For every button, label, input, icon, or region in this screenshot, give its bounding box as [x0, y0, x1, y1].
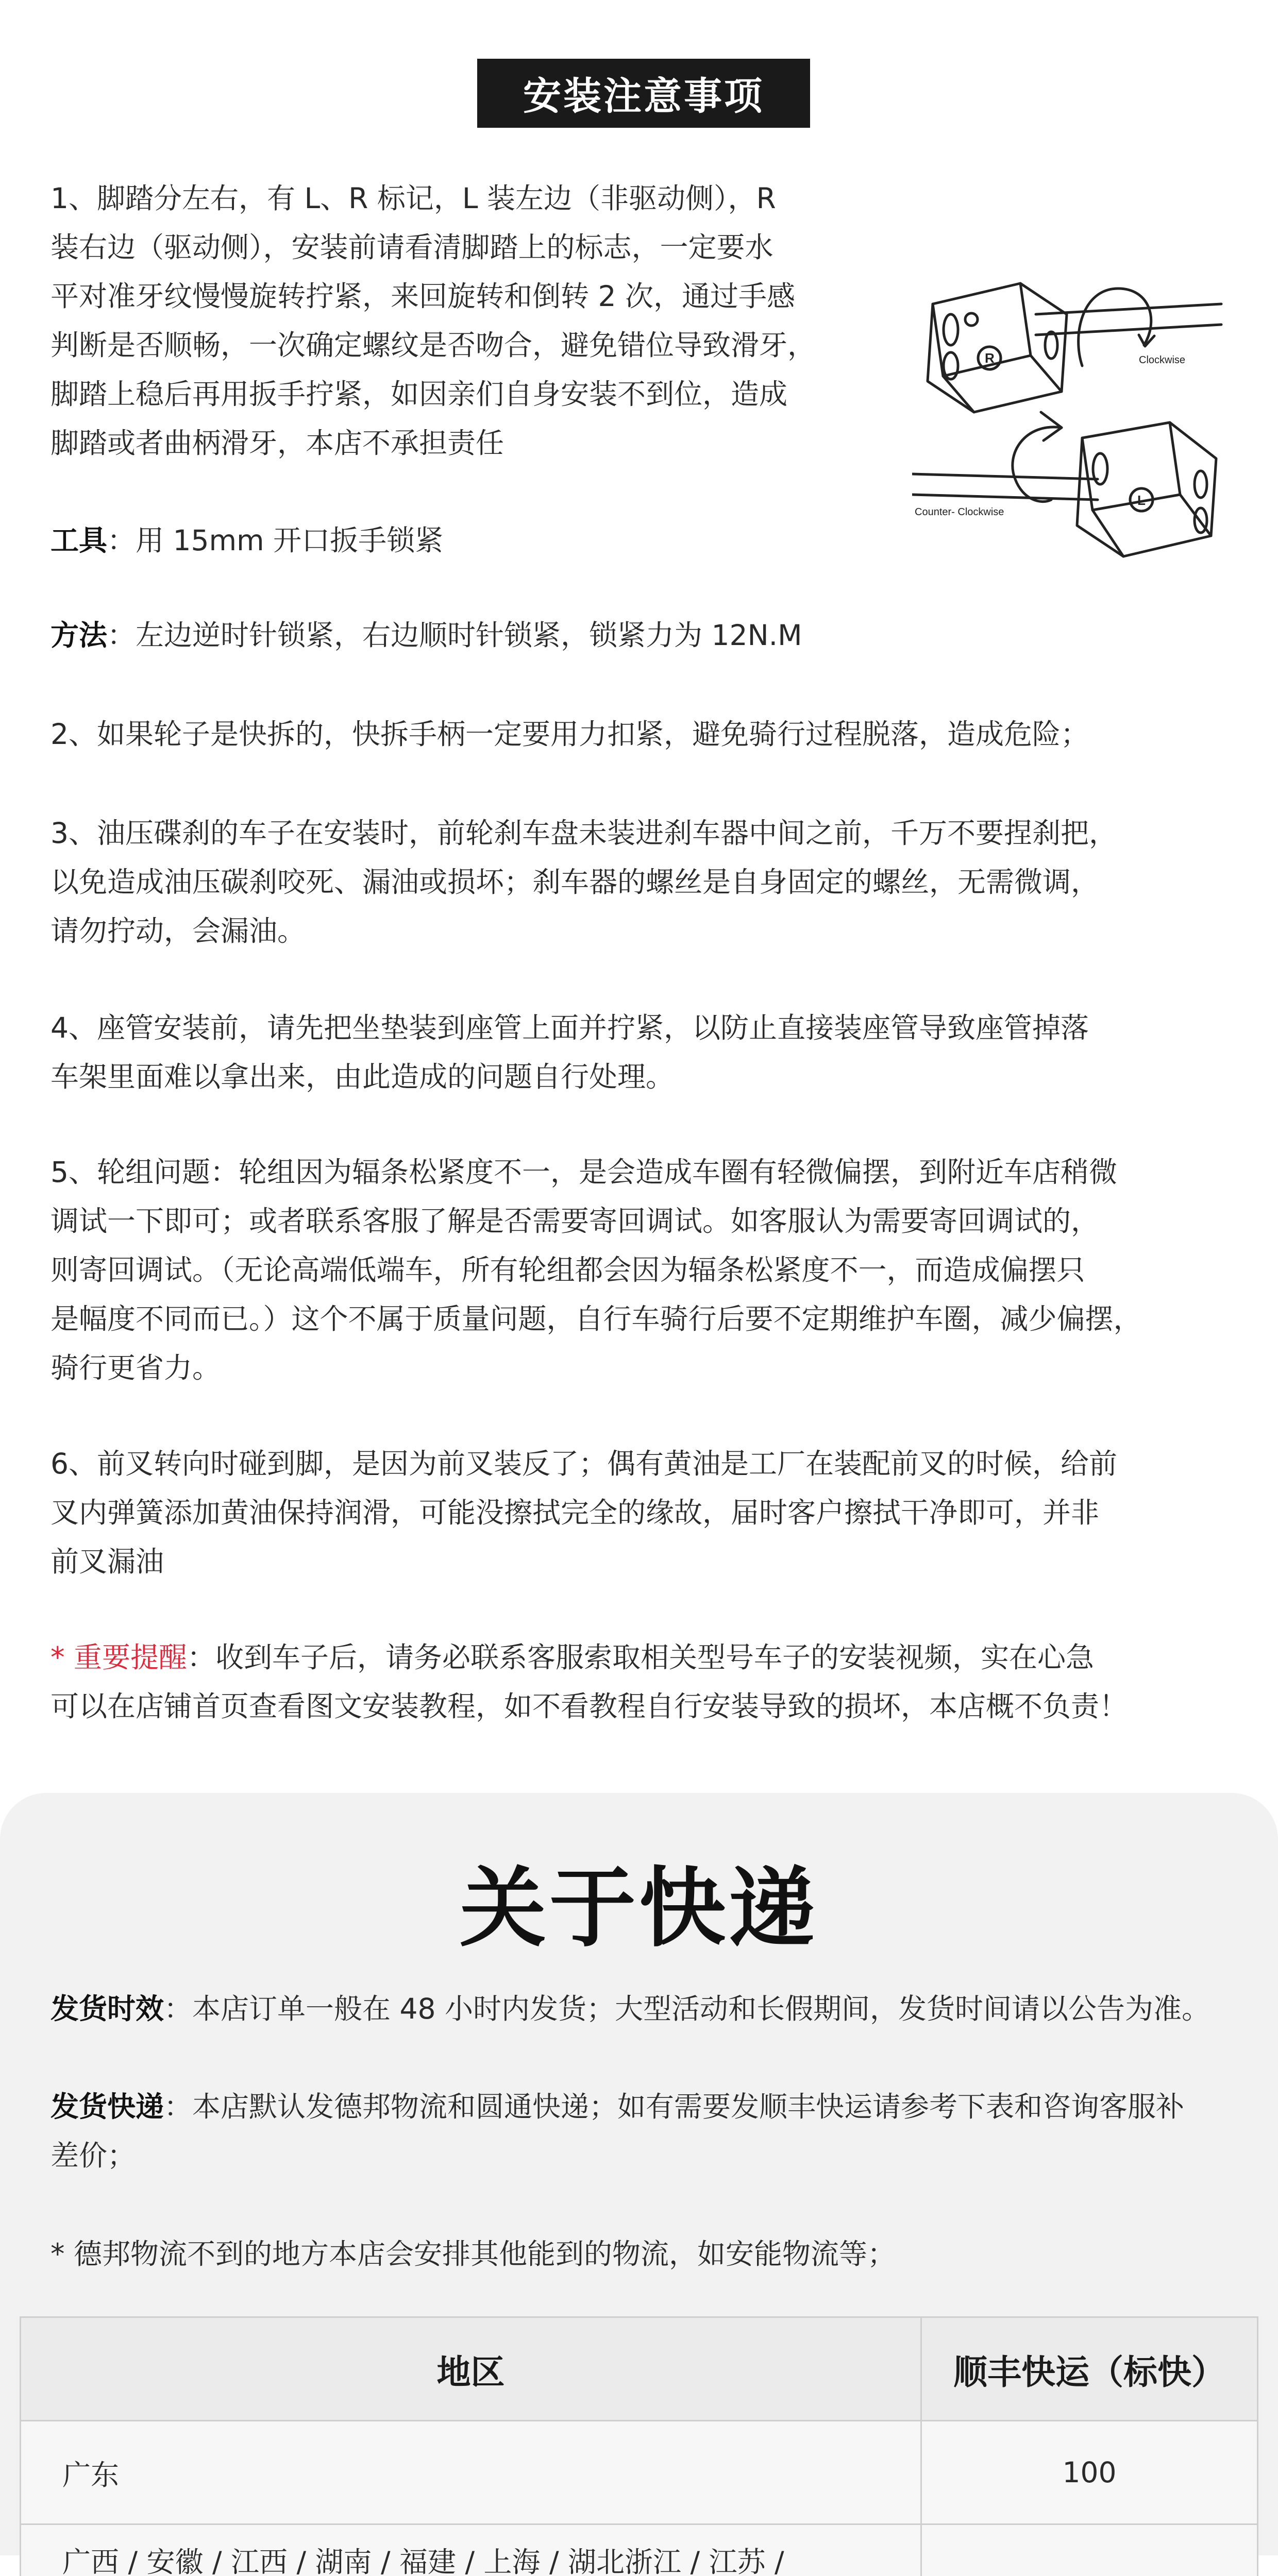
reminder-text-2: 可以在店铺首页查看图文安装教程，如不看教程自行安装导致的损坏，本店概不负责！ [51, 1682, 1236, 1731]
install-point-1 [51, 174, 896, 468]
text-line: 调试一下即可；或者联系客服了解是否需要寄回调试。如客服认为需要寄回调试的， [51, 1197, 1236, 1246]
ship-time-line [51, 1985, 1236, 2033]
install-point-4 [51, 1004, 1236, 1101]
header-price: 顺丰快运（标快） [921, 2317, 1258, 2421]
table-row [21, 2524, 1258, 2576]
ship-courier-text-2: 差价； [51, 2131, 1236, 2180]
text-line: 平对准牙纹慢慢旋转拧紧，来回旋转和倒转 2 次，通过手感 [51, 272, 896, 321]
ship-time-label: 发货时效 [51, 1992, 164, 2025]
tool-line [51, 516, 1236, 565]
tool-label: 工具 [51, 524, 107, 557]
header-region: 地区 [21, 2317, 921, 2421]
ship-courier-text-1: ：本店默认发德邦物流和圆通快递；如有需要发顺丰快运请参考下表和咨询客服补 [164, 2090, 1184, 2123]
ship-note: * 德邦物流不到的地方本店会安排其他能到的物流，如安能物流等； [51, 2230, 1236, 2279]
method-label: 方法 [51, 619, 107, 652]
shipping-title: 关于快递 [0, 1839, 1278, 1963]
table-row [21, 2421, 1258, 2524]
install-point-2: 2、如果轮子是快拆的，快拆手柄一定要用力扣紧，避免骑行过程脱落，造成危险； [51, 710, 1236, 759]
pedal-right [928, 283, 1067, 412]
important-reminder [51, 1633, 1236, 1731]
install-point-6 [51, 1439, 1236, 1586]
clockwise-label: Clockwise [1139, 354, 1185, 366]
ship-courier-label: 发货快递 [51, 2090, 164, 2123]
text-line: 脚踏或者曲柄滑牙，本店不承担责任 [51, 419, 896, 468]
text-line: 装右边（驱动侧），安装前请看清脚踏上的标志，一定要水 [51, 223, 896, 272]
counter-clockwise-label: Counter- Clockwise [915, 506, 1004, 518]
crank-arm-top [1036, 304, 1221, 335]
text-line: 叉内弹簧添加黄油保持润滑，可能没擦拭完全的缘故，届时客户擦拭干净即可，并非 [51, 1488, 1236, 1537]
shipping-price-table [20, 2316, 1258, 2576]
cell-price: 100 [921, 2421, 1258, 2524]
l-mark: L [1137, 493, 1146, 508]
text-line: 5、轮组问题：轮组因为辐条松紧度不一，是会造成车圈有轻微偏摆，到附近车店稍微 [51, 1148, 1236, 1197]
text-line: 以免造成油压碳刹咬死、漏油或损坏；刹车器的螺丝是自身固定的螺丝，无需微调， [51, 858, 1236, 907]
text-line: 4、座管安装前，请先把坐垫装到座管上面并拧紧，以防止直接装座管导致座管掉落 [51, 1004, 1236, 1053]
text-line: 6、前叉转向时碰到脚，是因为前叉装反了；偶有黄油是工厂在装配前叉的时候，给前 [51, 1439, 1236, 1488]
ship-time-text: ：本店订单一般在 48 小时内发货；大型活动和长假期间，发货时间请以公告为准。 [164, 1992, 1210, 2025]
install-title: 安装注意事项 [523, 66, 764, 121]
table-header-row [21, 2317, 1258, 2421]
method-line [51, 611, 1236, 660]
text-line: 请勿拧动，会漏油。 [51, 907, 1236, 956]
method-text: ：左边逆时针锁紧，右边顺时针锁紧，锁紧力为 12N.M [107, 619, 802, 652]
text-line: 骑行更省力。 [51, 1344, 1236, 1393]
cell-price [921, 2524, 1258, 2576]
install-point-3 [51, 809, 1236, 956]
reminder-text-1: ：收到车子后，请务必联系客服索取相关型号车子的安装视频，实在心急 [187, 1641, 1094, 1674]
text-line: 前叉漏油 [51, 1537, 1236, 1586]
reminder-label: * 重要提醒 [51, 1641, 187, 1674]
text-line: 1、脚踏分左右，有 L、R 标记，L 装左边（非驱动侧），R [51, 174, 896, 223]
cell-region: 广东 [21, 2421, 921, 2524]
r-mark: R [985, 350, 995, 366]
text-line: 车架里面难以拿出来，由此造成的问题自行处理。 [51, 1053, 1236, 1101]
install-title-badge [477, 59, 810, 128]
text-line: 是幅度不同而已。）这个不属于质量问题，自行车骑行后要不定期维护车圈，减少偏摆， [51, 1295, 1236, 1344]
install-point-5 [51, 1148, 1236, 1393]
counter-clockwise-arrow [1013, 427, 1062, 502]
text-line: 脚踏上稳后再用扳手拧紧，如因亲们自身安装不到位，造成 [51, 370, 896, 419]
text-line: 判断是否顺畅，一次确定螺纹是否吻合，避免错位导致滑牙， [51, 321, 896, 370]
ship-courier-line [51, 2082, 1236, 2180]
text-line: 则寄回调试。（无论高端低端车，所有轮组都会因为辐条松紧度不一，而造成偏摆只 [51, 1246, 1236, 1295]
text-line: 3、油压碟刹的车子在安装时，前轮刹车盘未装进刹车器中间之前，千万不要捏刹把， [51, 809, 1236, 858]
tool-text: ：用 15mm 开口扳手锁紧 [107, 524, 443, 557]
cell-region: 广西 / 安徽 / 江西 / 湖南 / 福建 / 上海 / 湖北浙江 / 江苏 / [21, 2524, 921, 2576]
crank-arm-bottom [912, 474, 1098, 500]
